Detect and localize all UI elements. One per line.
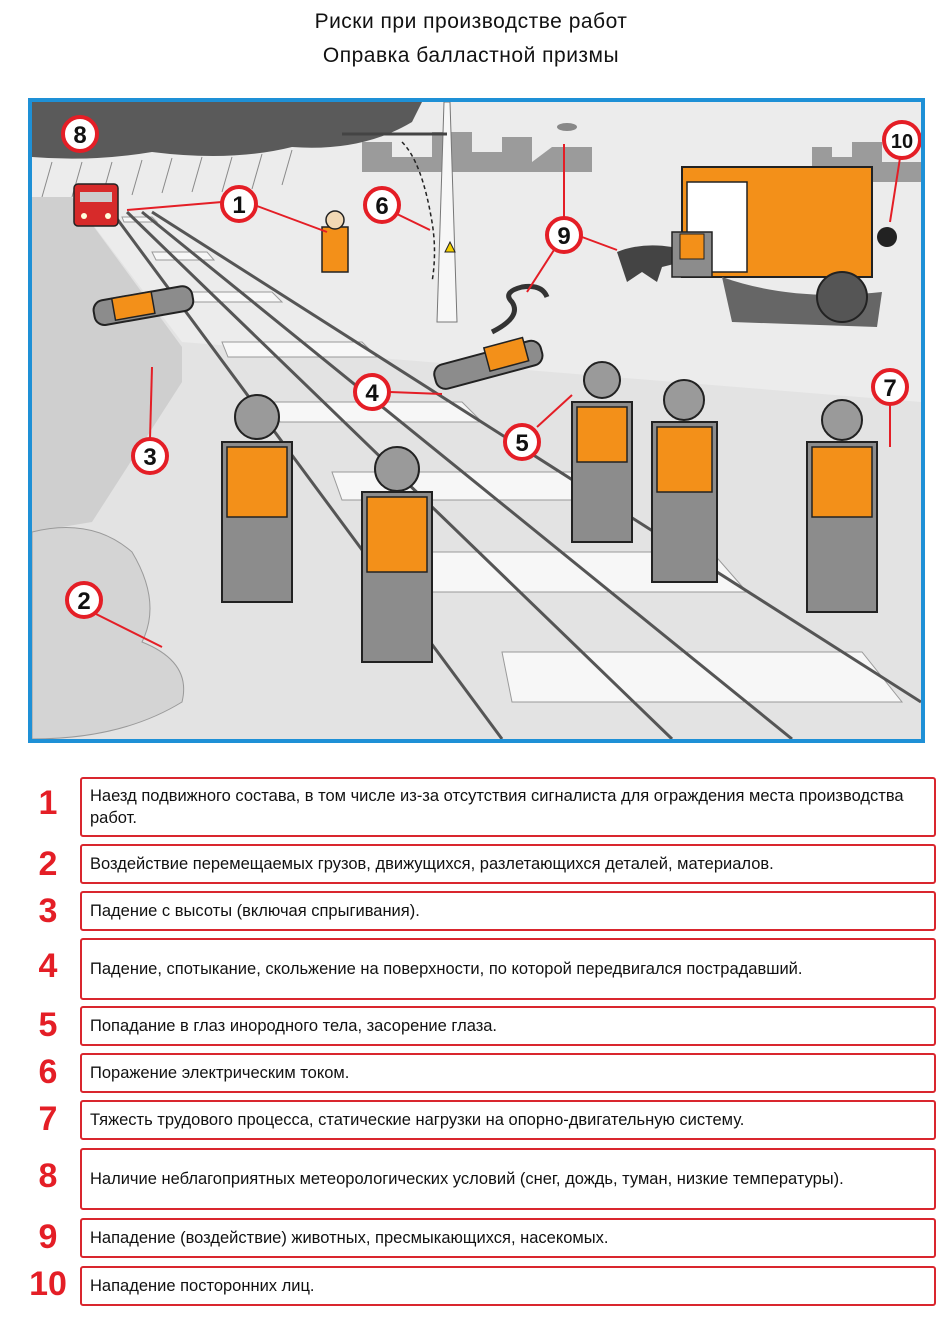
risk-marker-7-label: 7 — [883, 375, 897, 402]
risk-number-9: 9 — [38, 1218, 58, 1256]
risk-number-5: 5 — [38, 1006, 58, 1044]
risk-number-4: 4 — [38, 947, 58, 985]
risk-text-10: Нападение посторонних лиц. — [80, 1266, 936, 1306]
risk-marker-9-label: 9 — [557, 223, 571, 250]
risk-number-10: 10 — [29, 1265, 67, 1303]
train — [74, 184, 118, 226]
page-title: Риски при производстве работ — [314, 10, 628, 33]
risk-number-7: 7 — [38, 1100, 58, 1138]
insect — [557, 123, 577, 131]
stranger — [877, 227, 897, 247]
risk-number-6: 6 — [38, 1053, 58, 1091]
risk-number-2: 2 — [38, 845, 58, 883]
risk-marker-6-label: 6 — [375, 193, 389, 220]
risk-text-1: Наезд подвижного состава, в том числе из-за отсутствия сигналиста для ограждения места производства работ. — [80, 777, 936, 837]
risk-text-6: Поражение электрическим током. — [80, 1053, 936, 1093]
risk-number-8: 8 — [38, 1157, 58, 1195]
railway-work-illustration — [32, 102, 921, 739]
risk-text-2: Воздействие перемещаемых грузов, движущихся, разлетающихся деталей, материалов. — [80, 844, 936, 884]
risk-marker-8-label: 8 — [73, 122, 87, 149]
risk-marker-2-label: 2 — [77, 588, 91, 615]
risk-text-7: Тяжесть трудового процесса, статические нагрузки на опорно-двигательную систему. — [80, 1100, 936, 1140]
risk-marker-5-label: 5 — [515, 430, 529, 457]
risk-text-5: Попадание в глаз инородного тела, засорение глаза. — [80, 1006, 936, 1046]
risk-text-3: Падение с высоты (включая спрыгивания). — [80, 891, 936, 931]
risk-marker-1-label: 1 — [232, 192, 246, 219]
risk-text-9: Нападение (воздействие) животных, пресмыкающихся, насекомых. — [80, 1218, 936, 1258]
risk-number-1: 1 — [38, 784, 58, 822]
page-subtitle: Оправка балластной призмы — [322, 44, 620, 67]
illustration-frame — [28, 98, 925, 743]
risk-marker-8 — [63, 117, 97, 151]
risk-text-8: Наличие неблагоприятных метеорологических условий (снег, дождь, туман, низкие температуры). — [80, 1148, 936, 1210]
risk-number-3: 3 — [38, 892, 58, 930]
risk-marker-3-label: 3 — [143, 444, 157, 471]
risk-marker-10-label: 10 — [890, 131, 914, 153]
risk-text-4: Падение, спотыкание, скольжение на поверхности, по которой передвигался пострадавший. — [80, 938, 936, 1000]
risk-marker-4-label: 4 — [365, 380, 379, 407]
